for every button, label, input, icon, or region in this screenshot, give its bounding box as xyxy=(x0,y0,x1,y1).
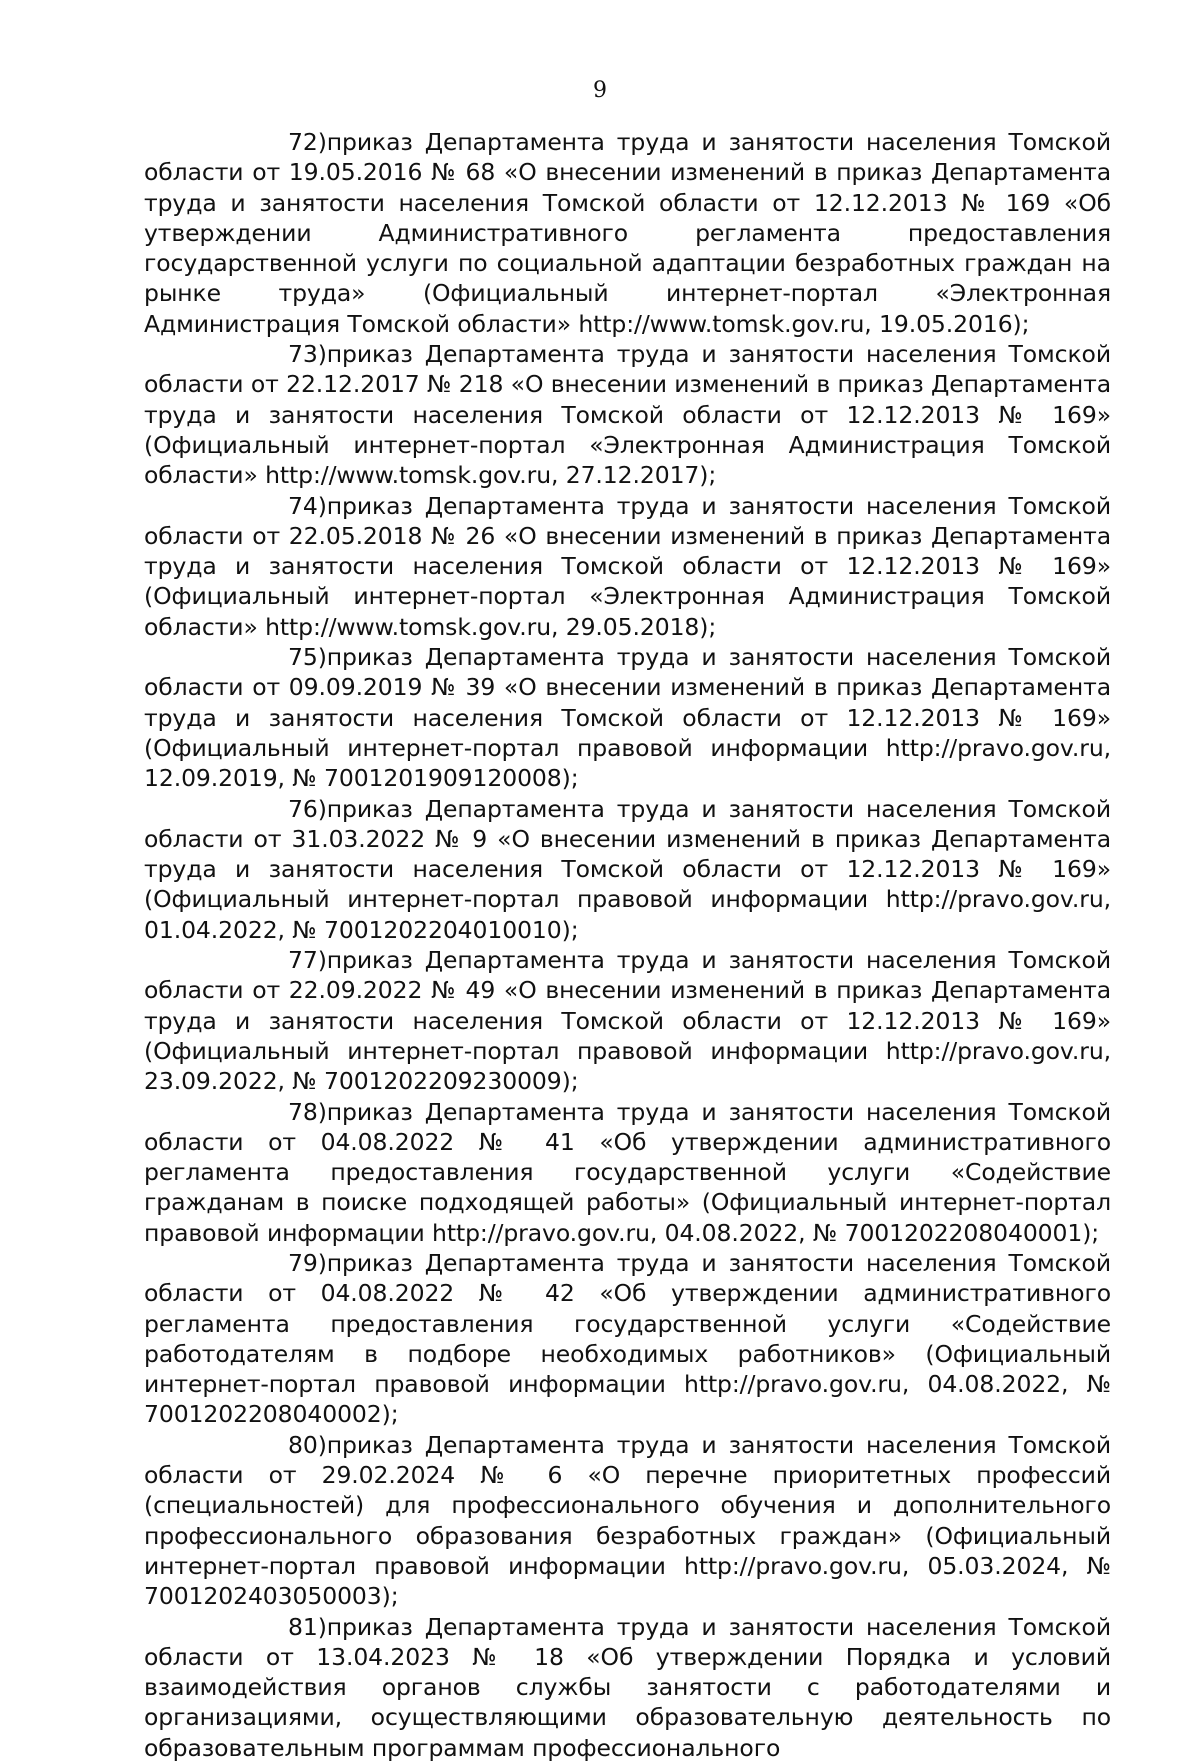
list-item xyxy=(144,642,1111,793)
list-item xyxy=(144,1612,1111,1763)
item-text: приказ Департамента труда и занятости населения Томской области от 22.12.2017 № 218 «О внесении изменений в приказ Департамента труда и занятости населения Томской области от 12.12.2013 № 169» (Официальный интернет-портал «Электронная Администрация Томской области» http://www.tomsk.gov.ru, 27.12.2017); xyxy=(144,340,1111,490)
item-number: 79) xyxy=(288,1248,327,1277)
list-item xyxy=(144,339,1111,490)
item-number: 78) xyxy=(288,1097,327,1126)
item-number: 80) xyxy=(288,1430,327,1459)
list-item xyxy=(144,1430,1111,1612)
item-text: приказ Департамента труда и занятости населения Томской области от 04.08.2022 № 41 «Об утверждении административного регламента предоставления государственной услуги «Содействие гражданам в поиске подходящей работы» (Официальный интернет-портал правовой информации http://pravo.gov.ru, 04.08.2022, № 7001202208040001); xyxy=(144,1097,1111,1247)
item-text: приказ Департамента труда и занятости населения Томской области от 22.05.2018 № 26 «О внесении изменений в приказ Департамента труда и занятости населения Томской области от 12.12.2013 № 169» (Официальный интернет-портал «Электронная Администрация Томской области» http://www.tomsk.gov.ru, 29.05.2018); xyxy=(144,491,1111,641)
item-number: 74) xyxy=(288,491,327,520)
item-text: приказ Департамента труда и занятости населения Томской области от 09.09.2019 № 39 «О внесении изменений в приказ Департамента труда и занятости населения Томской области от 12.12.2013 № 169» (Официальный интернет-портал правовой информации http://pravo.gov.ru, 12.09.2019, № 7001201909120008); xyxy=(144,643,1111,793)
item-text: приказ Департамента труда и занятости населения Томской области от 19.05.2016 № 68 «О внесении изменений в приказ Департамента труда и занятости населения Томской области от 12.12.2013 № 169 «Об утверждении Административного регламента предоставления государственной услуги по социальной адаптации безработных граждан на рынке труда» (Официальный интернет-портал «Электронная Администрация Томской области» http://www.tomsk.gov.ru, 19.05.2016); xyxy=(144,128,1111,338)
item-text: приказ Департамента труда и занятости населения Томской области от 29.02.2024 № 6 «О перечне приоритетных профессий (специальностей) для профессионального обучения и дополнительного профессионального образования безработных граждан» (Официальный интернет-портал правовой информации http://pravo.gov.ru, 05.03.2024, № 7001202403050003); xyxy=(144,1430,1111,1611)
list-item xyxy=(144,1097,1111,1248)
item-text: приказ Департамента труда и занятости населения Томской области от 13.04.2023 № 18 «Об утверждении Порядка и условий взаимодействия органов службы занятости с работодателями и организациями, осуществляющими образовательную деятельность по образовательным программам профессионального xyxy=(144,1612,1111,1762)
list-item xyxy=(144,491,1111,642)
item-number: 72) xyxy=(288,128,327,156)
item-number: 75) xyxy=(288,643,327,672)
list-item xyxy=(144,127,1111,339)
item-text: приказ Департамента труда и занятости населения Томской области от 22.09.2022 № 49 «О внесении изменений в приказ Департамента труда и занятости населения Томской области от 12.12.2013 № 169» (Официальный интернет-портал правовой информации http://pravo.gov.ru, 23.09.2022, № 7001202209230009); xyxy=(144,946,1111,1096)
list-item xyxy=(144,794,1111,945)
item-number: 77) xyxy=(288,946,327,975)
list-item xyxy=(144,945,1111,1096)
item-number: 76) xyxy=(288,794,327,823)
item-text: приказ Департамента труда и занятости населения Томской области от 04.08.2022 № 42 «Об утверждении административного регламента предоставления государственной услуги «Содействие работодателям в подборе необходимых работников» (Официальный интернет-портал правовой информации http://pravo.gov.ru, 04.08.2022, № 7001202208040002); xyxy=(144,1248,1111,1429)
list-item xyxy=(144,1248,1111,1430)
document-body xyxy=(144,127,1111,1763)
page-number: 9 xyxy=(593,78,607,103)
item-text: приказ Департамента труда и занятости населения Томской области от 31.03.2022 № 9 «О внесении изменений в приказ Департамента труда и занятости населения Томской области от 12.12.2013 № 169» (Официальный интернет-портал правовой информации http://pravo.gov.ru, 01.04.2022, № 7001202204010010); xyxy=(144,794,1111,944)
item-number: 81) xyxy=(288,1612,327,1641)
item-number: 73) xyxy=(288,340,327,369)
